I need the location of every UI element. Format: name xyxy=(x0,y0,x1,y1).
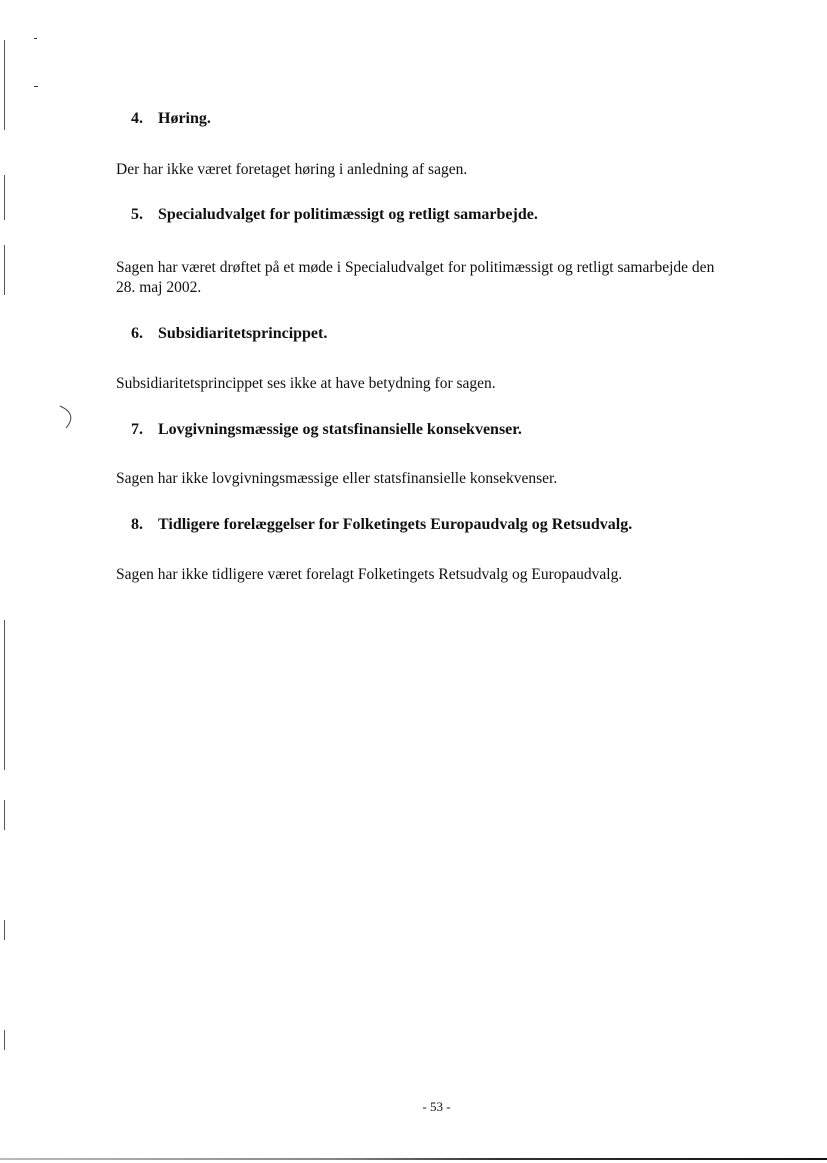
section-heading xyxy=(131,421,522,439)
section-number: 8. xyxy=(131,516,143,533)
section-number: 7. xyxy=(131,421,143,438)
section-body-line: Sagen har været drøftet på et møde i Specialudvalget for politimæssigt og retligt samarbejde den xyxy=(116,259,715,276)
section-title: Høring. xyxy=(158,110,211,127)
section-number: 4. xyxy=(131,110,143,127)
section-body: Subsidiaritetsprincippet ses ikke at have betydning for sagen. xyxy=(116,375,496,392)
scan-curve-mark xyxy=(56,402,80,432)
section-heading xyxy=(131,325,327,343)
scan-edge-line xyxy=(4,800,5,830)
section-title: Specialudvalget for politimæssigt og retligt samarbejde. xyxy=(158,206,538,223)
section-heading xyxy=(131,206,538,224)
scan-edge-line xyxy=(4,175,5,220)
page-number: - 53 - xyxy=(422,1099,451,1114)
scan-edge-line xyxy=(4,40,5,130)
section-body: Der har ikke været foretaget høring i anledning af sagen. xyxy=(116,161,468,178)
scan-edge-line xyxy=(4,620,5,770)
section-body-line: 28. maj 2002. xyxy=(116,279,202,296)
section-title: Subsidiaritetsprincippet. xyxy=(158,325,328,342)
scan-edge-line xyxy=(4,1030,5,1050)
scan-edge-line xyxy=(4,920,5,940)
section-heading xyxy=(131,110,211,128)
scan-edge-line xyxy=(4,245,5,295)
section-number: 5. xyxy=(131,206,143,223)
section-title: Tidligere forelæggelser for Folketingets Europaudvalg og Retsudvalg. xyxy=(158,516,633,533)
scan-dash xyxy=(34,38,37,39)
scan-bottom-edge xyxy=(0,1158,827,1160)
section-body: Sagen har ikke tidligere været forelagt Folketingets Retsudvalg og Europaudvalg. xyxy=(116,566,623,583)
scan-dash xyxy=(34,86,38,87)
section-body xyxy=(116,258,776,298)
section-heading xyxy=(131,516,632,534)
section-title: Lovgivningsmæssige og statsfinansielle konsekvenser. xyxy=(158,421,522,438)
section-number: 6. xyxy=(131,325,143,342)
section-body: Sagen har ikke lovgivningsmæssige eller statsfinansielle konsekvenser. xyxy=(116,470,558,487)
